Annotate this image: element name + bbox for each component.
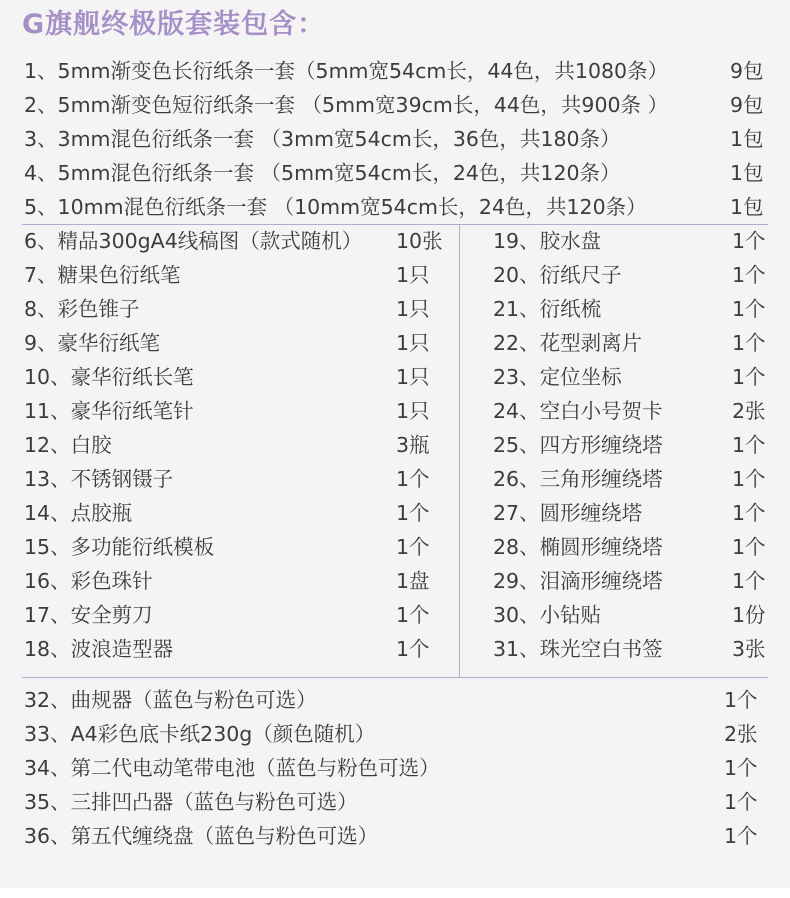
item-quantity: 2张 <box>732 399 766 423</box>
list-item <box>24 360 454 394</box>
divider-bottom <box>22 677 768 678</box>
item-name: 32、曲规器（蓝色与粉色可选） <box>24 688 317 712</box>
list-item <box>24 88 784 122</box>
list-item <box>24 785 784 819</box>
list-item <box>24 530 454 564</box>
item-name: 10、豪华衍纸长笔 <box>24 365 194 389</box>
item-quantity: 1只 <box>396 263 430 287</box>
list-item <box>24 751 784 785</box>
item-quantity: 3张 <box>732 637 766 661</box>
list-item <box>493 428 783 462</box>
item-name: 14、点胶瓶 <box>24 501 133 525</box>
list-item <box>24 326 454 360</box>
list-item <box>24 156 784 190</box>
item-quantity: 1个 <box>732 297 766 321</box>
item-name: 23、定位坐标 <box>493 365 622 389</box>
item-quantity: 1个 <box>732 263 766 287</box>
item-name: 22、花型剥离片 <box>493 331 643 355</box>
item-name: 31、珠光空白书签 <box>493 637 663 661</box>
item-quantity: 1个 <box>396 501 430 525</box>
item-name: 15、多功能衍纸模板 <box>24 535 215 559</box>
list-item <box>493 292 783 326</box>
list-item <box>493 564 783 598</box>
item-quantity: 1个 <box>724 790 758 814</box>
list-item <box>24 819 784 853</box>
item-name: 30、小钻贴 <box>493 603 602 627</box>
item-quantity: 1个 <box>732 433 766 457</box>
item-name: 6、精品300gA4线稿图（款式随机） <box>24 229 363 253</box>
item-quantity: 1个 <box>732 365 766 389</box>
item-name: 36、第五代缠绕盘（蓝色与粉色可选） <box>24 824 379 848</box>
list-item <box>493 462 783 496</box>
item-name: 12、白胶 <box>24 433 112 457</box>
list-item <box>24 54 784 88</box>
item-name: 9、豪华衍纸笔 <box>24 331 161 355</box>
item-quantity: 1个 <box>732 229 766 253</box>
item-quantity: 1份 <box>732 603 766 627</box>
item-name: 19、胶水盘 <box>493 229 602 253</box>
item-name: 20、衍纸尺子 <box>493 263 622 287</box>
item-name: 7、糖果色衍纸笔 <box>24 263 181 287</box>
item-name: 21、衍纸梳 <box>493 297 602 321</box>
item-quantity: 1只 <box>396 331 430 355</box>
item-quantity: 1个 <box>724 824 758 848</box>
list-item <box>24 717 784 751</box>
list-item <box>24 632 454 666</box>
item-quantity: 1个 <box>732 569 766 593</box>
item-name: 28、椭圆形缠绕塔 <box>493 535 663 559</box>
item-name: 11、豪华衍纸笔针 <box>24 399 194 423</box>
list-item <box>24 122 784 156</box>
list-item <box>24 258 454 292</box>
item-name: 27、圆形缠绕塔 <box>493 501 643 525</box>
item-quantity: 1个 <box>396 467 430 491</box>
item-quantity: 1包 <box>730 161 764 185</box>
item-name: 8、彩色锥子 <box>24 297 140 321</box>
list-item <box>24 462 454 496</box>
list-item <box>493 632 783 666</box>
item-name: 17、安全剪刀 <box>24 603 153 627</box>
item-quantity: 1个 <box>732 467 766 491</box>
item-quantity: 1只 <box>396 399 430 423</box>
list-item <box>24 428 454 462</box>
column-divider <box>459 224 460 677</box>
list-item <box>493 326 783 360</box>
item-name: 13、不锈钢镊子 <box>24 467 174 491</box>
item-quantity: 1个 <box>732 331 766 355</box>
item-name: 35、三排凹凸器（蓝色与粉色可选） <box>24 790 358 814</box>
item-quantity: 1只 <box>396 297 430 321</box>
item-quantity: 1只 <box>396 365 430 389</box>
item-name: 5、10mm混色衍纸条一套 （10mm宽54cm长，24色，共120条） <box>24 195 647 219</box>
item-name: 25、四方形缠绕塔 <box>493 433 663 457</box>
item-name: 18、波浪造型器 <box>24 637 174 661</box>
item-quantity: 1个 <box>396 535 430 559</box>
item-quantity: 1个 <box>724 756 758 780</box>
item-quantity: 1个 <box>732 535 766 559</box>
list-item <box>24 224 454 258</box>
item-quantity: 1个 <box>724 688 758 712</box>
list-item <box>493 258 783 292</box>
item-quantity: 1包 <box>730 127 764 151</box>
list-item <box>493 496 783 530</box>
item-name: 26、三角形缠绕塔 <box>493 467 663 491</box>
item-quantity: 1个 <box>732 501 766 525</box>
item-quantity: 9包 <box>730 93 764 117</box>
item-name: 34、第二代电动笔带电池（蓝色与粉色可选） <box>24 756 440 780</box>
list-item <box>493 224 783 258</box>
item-quantity: 1包 <box>730 195 764 219</box>
list-item <box>24 496 454 530</box>
item-quantity: 3瓶 <box>396 433 430 457</box>
item-name: 4、5mm混色衍纸条一套 （5mm宽54cm长，24色，共120条） <box>24 161 621 185</box>
item-name: 33、A4彩色底卡纸230g（颜色随机） <box>24 722 376 746</box>
list-item <box>24 598 454 632</box>
item-quantity: 1个 <box>396 603 430 627</box>
list-item <box>24 292 454 326</box>
list-item <box>24 394 454 428</box>
item-name: 29、泪滴形缠绕塔 <box>493 569 663 593</box>
list-item <box>493 360 783 394</box>
item-quantity: 1盘 <box>396 569 430 593</box>
list-item <box>493 394 783 428</box>
list-item <box>493 530 783 564</box>
item-name: 3、3mm混色衍纸条一套 （3mm宽54cm长，36色，共180条） <box>24 127 621 151</box>
page-title: G旗舰终极版套装包含： <box>22 9 326 40</box>
item-name: 2、5mm渐变色短衍纸条一套 （5mm宽39cm长，44色，共900条 ） <box>24 93 669 117</box>
item-name: 16、彩色珠针 <box>24 569 153 593</box>
list-item <box>24 683 784 717</box>
list-item <box>493 598 783 632</box>
item-quantity: 2张 <box>724 722 758 746</box>
item-quantity: 10张 <box>396 229 443 253</box>
item-quantity: 9包 <box>730 59 764 83</box>
item-name: 24、空白小号贺卡 <box>493 399 663 423</box>
list-item <box>24 564 454 598</box>
list-item <box>24 190 784 224</box>
item-name: 1、5mm渐变色长衍纸条一套（5mm宽54cm长，44色，共1080条） <box>24 59 669 83</box>
item-quantity: 1个 <box>396 637 430 661</box>
